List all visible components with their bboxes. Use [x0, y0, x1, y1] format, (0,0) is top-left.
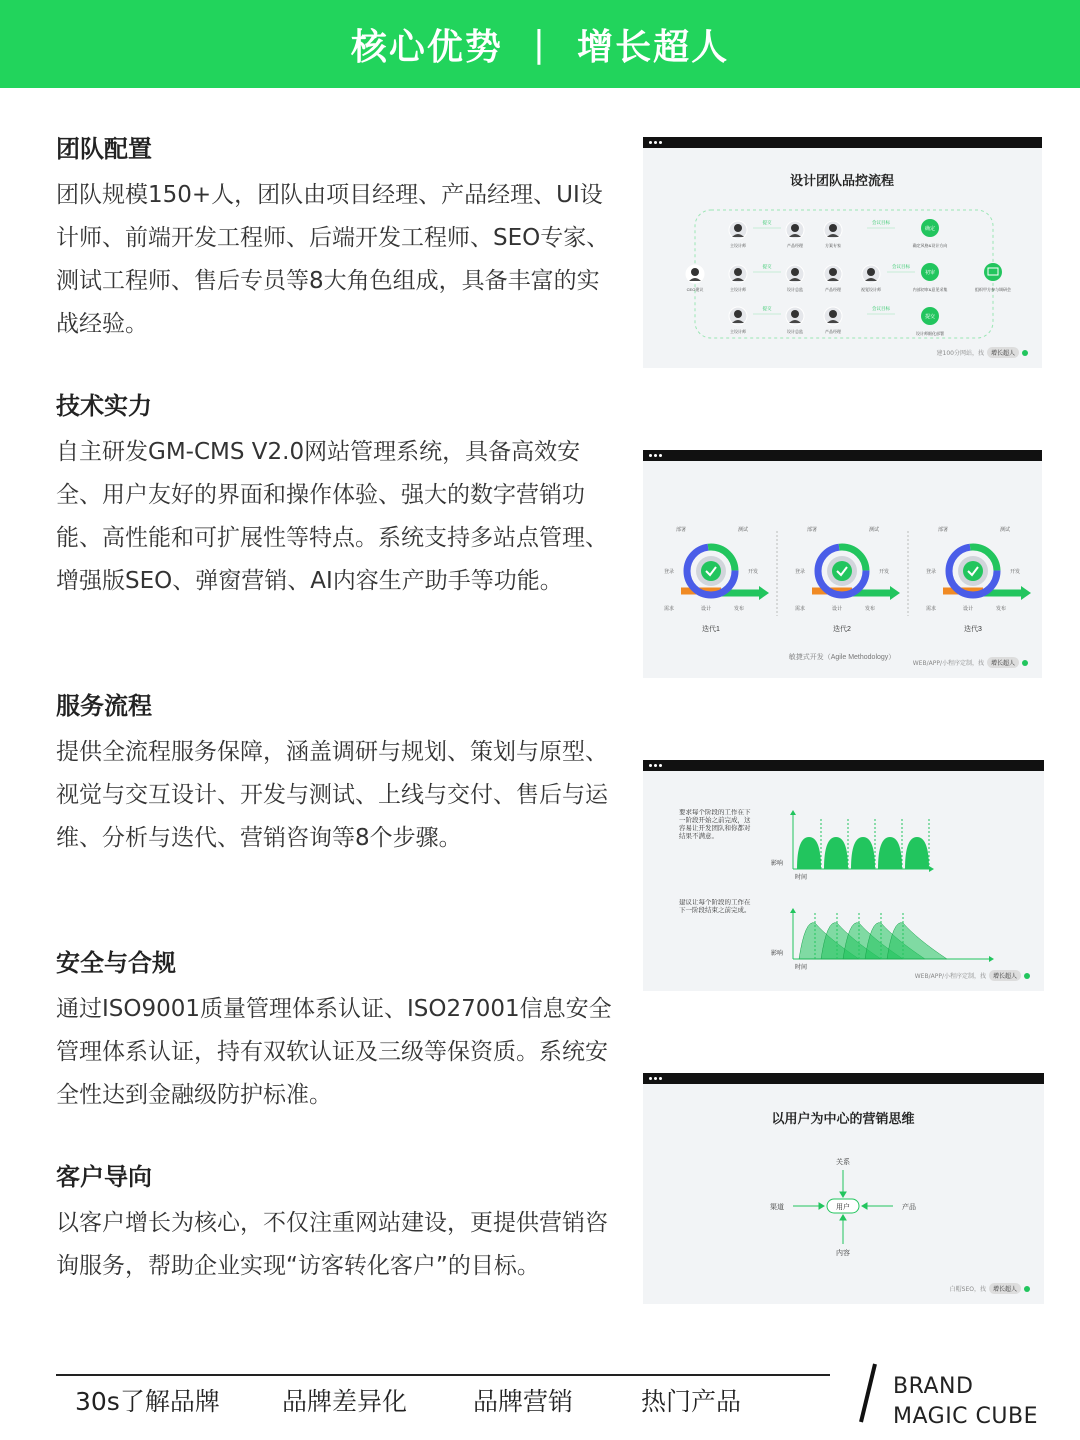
flow-node-label: 提交 — [924, 314, 936, 320]
flow-node-caption: 设计师细化部署 — [916, 331, 944, 336]
agile-caption: 敏捷式开发（Agile Methodology） — [788, 654, 896, 661]
section-title: 客户导向 — [56, 1163, 152, 1191]
header-separator: | — [532, 23, 548, 65]
section-title: 团队配置 — [56, 135, 152, 163]
footer-text: WEB/APP/小程序定制，找 — [914, 973, 986, 980]
section-title: 服务流程 — [56, 692, 152, 720]
page-header — [0, 0, 1080, 88]
flow-tag: 会议目标 — [892, 264, 910, 269]
agile-step-label: 设计 — [831, 606, 843, 612]
wechat-icon — [1024, 1286, 1030, 1292]
agile-step-label: 发布 — [864, 606, 876, 612]
flow-node-caption: 确定风格&设计方向 — [912, 243, 948, 248]
brand-slash-icon — [858, 1362, 878, 1424]
agile-step-label: 登录 — [925, 569, 937, 575]
team-member-avatar — [824, 307, 842, 325]
axis-label-y: 影响 — [770, 861, 783, 867]
team-member-avatar — [786, 307, 804, 325]
flow-tag: 提交 — [762, 220, 772, 225]
agile-step-label: 测试 — [737, 527, 749, 533]
flow-tag: 提交 — [762, 264, 772, 269]
agile-step-label: 设计 — [700, 606, 712, 612]
phase-text-2: 建议让每个阶段的工作在下一阶段结束之前完成。 — [679, 899, 751, 914]
role-label: 视觉设计师 — [861, 287, 881, 292]
nav-item-brand-intro[interactable]: 30s了解品牌 — [75, 1387, 220, 1416]
card-phase-overlap — [643, 760, 1044, 991]
nav-item-differentiation[interactable]: 品牌差异化 — [282, 1387, 408, 1416]
team-member-avatar — [862, 265, 880, 283]
header-title-left: 核心优势 — [350, 26, 503, 68]
node-content: 内容 — [836, 1250, 850, 1257]
section-body: 团队规模150+人，团队由项目经理、产品经理、UI设计师、前端开发工程师、后端开发工程师、SEO专家、测试工程师、售后专员等8大角色组成，具备丰富的实战经验。 — [56, 182, 610, 337]
team-member-avatar — [729, 307, 747, 325]
axis-label-x: 时间 — [795, 965, 808, 971]
footer-text: 建100分网站，找 — [936, 350, 984, 357]
card-footer — [950, 1283, 1030, 1294]
section-body: 提供全流程服务保障，涵盖调研与规划、策划与原型、视觉与交互设计、开发与测试、上线与交付、售后与运维、分析与迭代、营销咨询等8个步骤。 — [56, 739, 608, 851]
flow-node-caption: 组织甲方参与调研会 — [975, 287, 1011, 292]
agile-step-label: 登录 — [794, 569, 806, 575]
agile-cycle — [795, 526, 900, 633]
team-member-avatar — [786, 265, 804, 283]
agile-step-label: 需求 — [925, 606, 937, 612]
role-label: 方案专家 — [825, 243, 841, 248]
card-title: 以用户为中心的营销思维 — [771, 1111, 915, 1126]
footer-text: WEB/APP/小程序定制，找 — [912, 660, 984, 667]
agile-step-label: 测试 — [868, 527, 880, 533]
role-label: 主设计师 — [730, 329, 746, 334]
agile-step-label: 开发 — [878, 569, 890, 575]
role-label: 主设计师 — [730, 243, 746, 248]
team-member-avatar — [686, 265, 704, 283]
window-bar — [643, 1073, 1044, 1084]
section-team — [56, 134, 616, 346]
node-relation: 关系 — [836, 1159, 850, 1166]
node-channel: 渠道 — [770, 1204, 784, 1211]
axis-label-x: 时间 — [795, 875, 808, 881]
agile-step-label: 发布 — [733, 606, 745, 612]
agile-step-label: 部署 — [675, 527, 687, 533]
card-title: 设计团队品控流程 — [789, 173, 895, 188]
agile-step-label: 部署 — [937, 527, 949, 533]
team-member-avatar — [824, 221, 842, 239]
phase-hump — [851, 837, 875, 869]
team-member-avatar — [729, 221, 747, 239]
section-customer — [56, 1162, 616, 1288]
agile-step-label: 登录 — [663, 569, 675, 575]
card-footer — [913, 657, 1028, 668]
agile-step-label: 设计 — [962, 606, 974, 612]
team-member-avatar — [729, 265, 747, 283]
footer-badge: 增长超人 — [987, 657, 1019, 668]
section-security — [56, 948, 616, 1117]
agile-diagram — [643, 461, 1042, 678]
phase-hump — [824, 837, 848, 869]
card-agile — [643, 450, 1042, 678]
monitor-node — [984, 263, 1002, 281]
role-label: 产品经理 — [825, 329, 841, 334]
flow-node-label: 初审 — [924, 270, 936, 276]
axis-label-y: 影响 — [770, 951, 783, 957]
header-title-right: 增长超人 — [577, 26, 730, 68]
iteration-label: 迭代2 — [833, 626, 851, 633]
agile-step-label: 发布 — [995, 606, 1007, 612]
wechat-icon — [1022, 660, 1028, 666]
agile-step-label: 开发 — [747, 569, 759, 575]
phase-charts — [643, 771, 1044, 991]
footer-divider — [56, 1374, 830, 1376]
wechat-icon — [1022, 350, 1028, 356]
role-label: 产品经理 — [825, 287, 841, 292]
role-label: 设计总监 — [787, 287, 803, 292]
center-node-user: 用户 — [836, 1204, 850, 1211]
team-flow-diagram — [643, 148, 1042, 368]
footer-badge: 增长超人 — [989, 1283, 1021, 1294]
agile-cycle — [664, 526, 769, 633]
agile-step-label: 需求 — [794, 606, 806, 612]
iteration-label: 迭代3 — [964, 626, 982, 633]
flow-node-label: 确定 — [924, 226, 936, 232]
phase-hump — [878, 837, 902, 869]
footer-text: 白帽SEO，找 — [949, 1286, 986, 1293]
window-bar — [643, 137, 1042, 148]
agile-step-label: 部署 — [806, 527, 818, 533]
brand-line-2: MAGIC CUBE — [893, 1404, 1038, 1429]
nav-item-marketing[interactable]: 品牌营销 — [473, 1387, 574, 1416]
role-label: 主设计师 — [730, 287, 746, 292]
nav-item-hot-products[interactable]: 热门产品 — [641, 1387, 742, 1416]
flow-tag: 会议目标 — [872, 220, 890, 225]
window-bar — [643, 760, 1044, 771]
section-title: 技术实力 — [56, 392, 152, 420]
card-footer — [915, 970, 1030, 981]
phase-wave — [887, 923, 947, 959]
section-process — [56, 691, 616, 860]
team-member-avatar — [824, 265, 842, 283]
role-label: 设计总监 — [787, 329, 803, 334]
team-member-avatar — [786, 221, 804, 239]
card-footer — [937, 347, 1028, 358]
section-body: 以客户增长为核心，不仅注重网站建设，更提供营销咨询服务，帮助企业实现“访客转化客户”的目标。 — [56, 1210, 608, 1279]
brand-line-1: BRAND — [893, 1374, 974, 1399]
wechat-icon — [1024, 973, 1030, 979]
footer-badge: 增长超人 — [989, 970, 1021, 981]
agile-step-label: 测试 — [999, 527, 1011, 533]
phase-text-1: 要求每个阶段的工作在下一阶段开始之前完成，这容易让开发团队和你都对结果不满意。 — [679, 809, 751, 840]
card-team-qc-flow — [643, 137, 1042, 368]
node-product: 产品 — [902, 1204, 916, 1211]
agile-step-label: 需求 — [663, 606, 675, 612]
card-user-centric — [643, 1073, 1044, 1304]
iteration-label: 迭代1 — [702, 626, 720, 633]
user-centric-diagram — [643, 1084, 1044, 1304]
role-label: CEO建议 — [686, 287, 704, 292]
phase-hump — [905, 837, 929, 869]
section-body: 通过ISO9001质量管理体系认证、ISO27001信息安全管理体系认证，持有双软认证及三级等保资质。系统安全性达到金融级防护标准。 — [56, 996, 612, 1108]
agile-step-label: 开发 — [1009, 569, 1021, 575]
footer-badge: 增长超人 — [987, 347, 1019, 358]
section-body: 自主研发GM-CMS V2.0网站管理系统，具备高效安全、用户友好的界面和操作体验、强大的数字营销功能、高性能和可扩展性等特点。系统支持多站点管理、增强版SEO、弹窗营销、AI内容生产助手等功能。 — [56, 439, 608, 594]
section-title: 安全与合规 — [56, 949, 176, 977]
section-tech — [56, 391, 616, 603]
flow-tag: 会议目标 — [872, 306, 890, 311]
window-bar — [643, 450, 1042, 461]
agile-cycle — [926, 526, 1031, 633]
flow-tag: 提交 — [762, 306, 772, 311]
phase-hump — [797, 837, 821, 869]
role-label: 产品经理 — [787, 243, 803, 248]
flow-node-caption: 内部初审&意见采集 — [912, 287, 948, 292]
